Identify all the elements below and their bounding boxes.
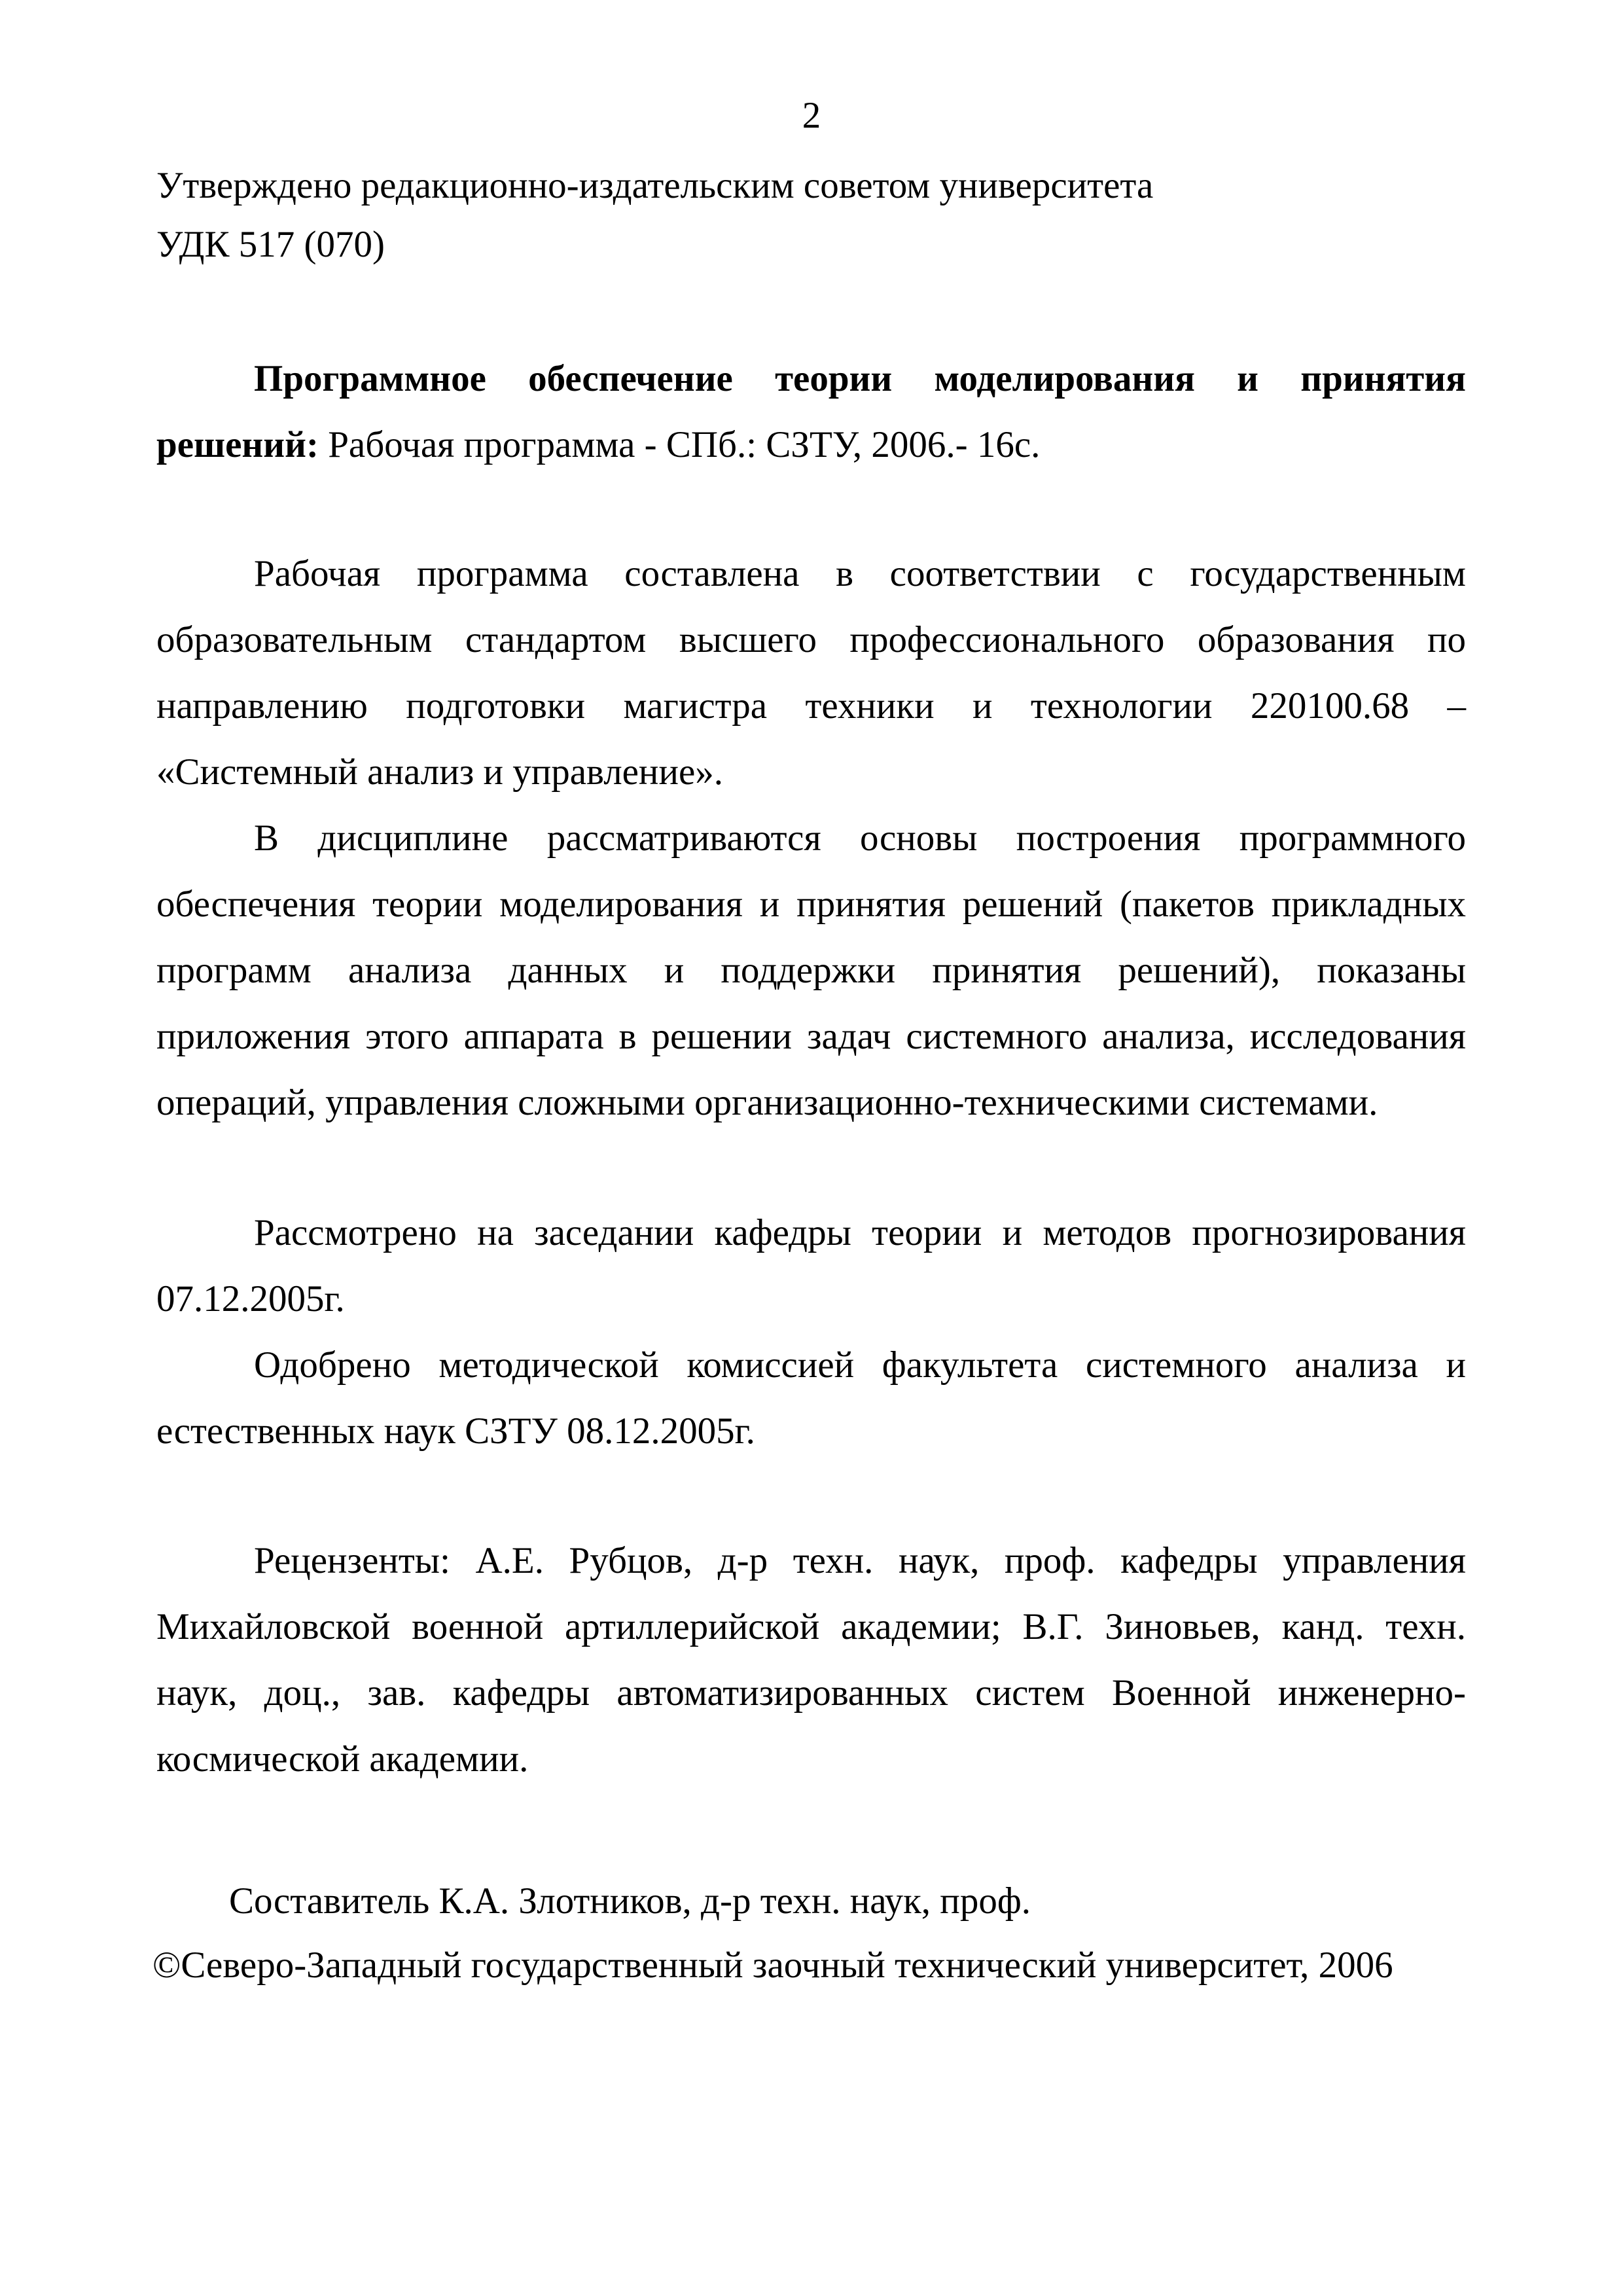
document-title: [156, 346, 1466, 478]
title-bold: Программное обеспечение теории моделирования и принятия решений:: [156, 358, 1466, 465]
copyright-line: [152, 1932, 1488, 1998]
paragraph-reviewers: Рецензенты: А.Е. Рубцов, д-р техн. наук, проф. кафедры управления Михайловской военной артиллерийской академии; В.Г. Зиновьев, канд. техн. наук, доц., зав. кафедры автоматизированных систем Военной инженерно-космической академии.: [156, 1540, 1466, 1780]
page-number: 2: [802, 95, 821, 136]
title-rest: Рабочая программа - СПб.: СЗТУ, 2006.- 16с.: [318, 424, 1041, 465]
approval-line: Утверждено редакционно-издательским советом университета: [156, 165, 1154, 206]
paragraph-considered: Рассмотрено на заседании кафедры теории и методов прогнозирования 07.12.2005г.: [156, 1212, 1466, 1319]
copyright-icon: ©: [152, 1945, 181, 1986]
paragraph-standard: Рабочая программа составлена в соответствии с государственным образовательным стандартом высшего профессионального образования по направлению подготовки магистра техники и технологии 220100.68 – «Системный анализ и управление».: [156, 553, 1466, 793]
paragraph-approved: Одобрено методической комиссией факультета системного анализа и естественных наук СЗТУ 08.12.2005г.: [156, 1344, 1466, 1452]
paragraph-discipline: В дисциплине рассматриваются основы построения программного обеспечения теории моделирования и принятия решений (пакетов прикладных программ анализа данных и поддержки принятия решений), показаны приложения этого аппарата в решении задач системного анализа, исследования операций, управления сложными организационно-техническими системами.: [156, 817, 1466, 1123]
udk-code: УДК 517 (070): [156, 224, 385, 265]
compiler-line: Составитель К.А. Злотников, д-р техн. наук, проф.: [229, 1880, 1031, 1922]
copyright-text: Северо-Западный государственный заочный технический университет, 2006: [181, 1945, 1393, 1986]
